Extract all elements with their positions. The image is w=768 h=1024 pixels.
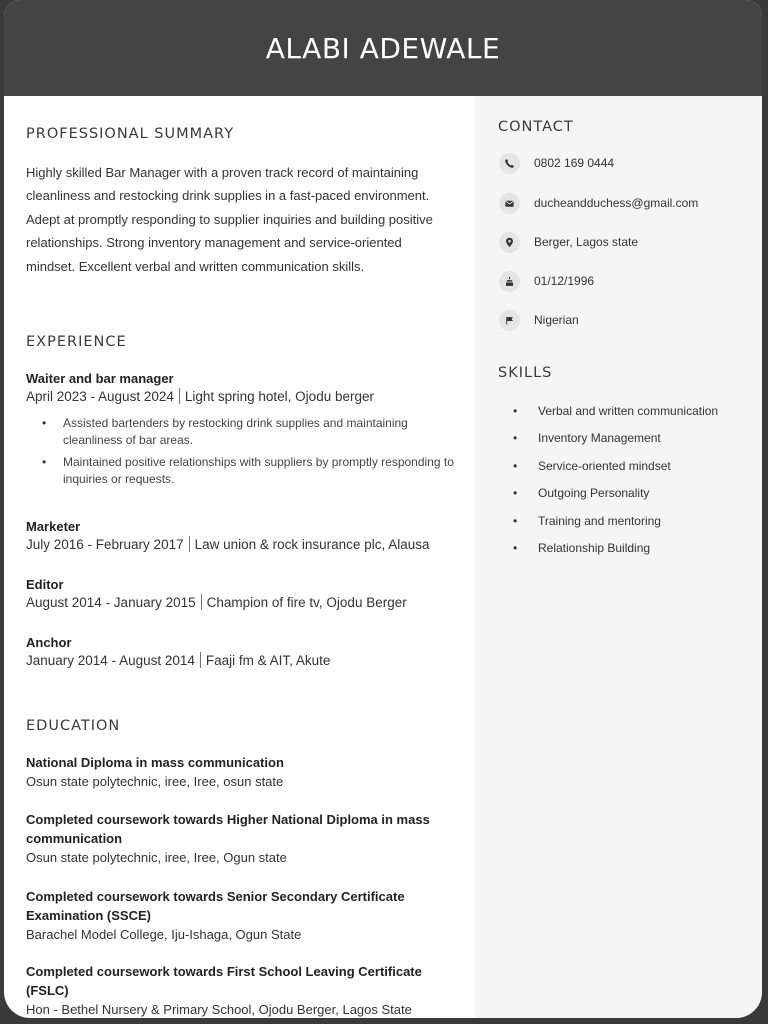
job-employer: Champion of fire tv, Ojodu Berger [206, 595, 407, 610]
phone-icon [499, 153, 520, 174]
contact-email [499, 192, 698, 214]
job-employer: Light spring hotel, Ojodu berger [184, 389, 374, 404]
skill-item: • Relationship Building [513, 535, 718, 562]
education-item [26, 810, 456, 868]
contact-location [499, 231, 638, 253]
summary-heading: PROFESSIONAL SUMMARY [26, 126, 235, 142]
email-icon [499, 193, 520, 214]
contact-phone-text: 0802 169 0444 [534, 156, 615, 170]
contact-nationality-text: Nigerian [534, 313, 579, 327]
education-title: Completed coursework towards Senior Secondary Certificate Examination (SSCE) [26, 889, 405, 923]
summary-text: Highly skilled Bar Manager with a proven track record of maintaining cleanliness and restocking drink supplies in a fast-paced environment. Adept at promptly responding to supplier inquiries and building positive relationships. Strong inventory management and service-oriented mindset. Excellent verbal and written communication skills. [26, 165, 433, 274]
resume-page [4, 0, 762, 1018]
job-title: Marketer [26, 519, 81, 534]
skill-item: • Service-oriented mindset [513, 453, 718, 480]
job-bullet: • Assisted bartenders by restocking drink supplies and maintaining cleanliness of bar areas. [26, 415, 466, 449]
education-item [26, 962, 456, 1018]
job-meta [26, 387, 466, 407]
job-title: Waiter and bar manager [26, 371, 174, 386]
experience-item [26, 576, 466, 613]
job-dates: January 2014 - August 2014 [26, 653, 195, 668]
skill-item: • Verbal and written communication [513, 398, 718, 425]
separator [201, 594, 202, 610]
contact-birthdate [499, 270, 594, 292]
skill-item: • Training and mentoring [513, 508, 718, 535]
separator [200, 652, 201, 668]
job-dates: August 2014 - January 2015 [26, 595, 196, 610]
education-title: Completed coursework towards Higher National Diploma in mass communication [26, 812, 430, 846]
skills-heading: SKILLS [498, 365, 553, 381]
job-employer: Faaji fm & AIT, Akute [205, 653, 331, 668]
job-meta [26, 651, 466, 671]
education-title: Completed coursework towards First School Leaving Certificate (FSLC) [26, 964, 422, 998]
contact-heading: CONTACT [498, 119, 574, 135]
separator [189, 536, 190, 552]
education-school: Barachel Model College, Iju-Ishaga, Ogun State [26, 927, 302, 942]
education-school: Hon - Bethel Nursery & Primary School, Ojodu Berger, Lagos State [26, 1002, 412, 1017]
education-item [26, 887, 456, 945]
job-title: Editor [26, 577, 64, 592]
contact-location-text: Berger, Lagos state [534, 235, 639, 249]
skill-item: • Inventory Management [513, 425, 718, 452]
education-item [26, 753, 456, 792]
job-title: Anchor [26, 635, 72, 650]
education-school: Osun state polytechnic, iree, Iree, osun state [26, 774, 284, 789]
skills-list [513, 398, 718, 562]
job-meta [26, 535, 466, 555]
job-employer: Law union & rock insurance plc, Alausa [194, 537, 430, 552]
experience-item [26, 634, 466, 671]
location-pin-icon [499, 232, 520, 253]
experience-item [26, 370, 466, 493]
experience-item [26, 518, 466, 555]
candidate-name: ALABI ADEWALE [265, 31, 501, 65]
flag-icon [499, 310, 520, 331]
contact-email-text[interactable]: ducheandduchess@gmail.com [534, 196, 699, 210]
experience-heading: EXPERIENCE [26, 334, 127, 350]
job-bullets [26, 415, 466, 488]
birthday-icon [499, 271, 520, 292]
contact-birthdate-text: 01/12/1996 [534, 274, 595, 288]
resume-header [4, 0, 762, 96]
contact-nationality [499, 309, 579, 331]
job-bullet: • Maintained positive relationships with suppliers by promptly responding to inquiries or requests. [26, 454, 466, 488]
contact-phone [499, 152, 614, 174]
separator [179, 388, 180, 404]
education-school: Osun state polytechnic, iree, Iree, Ogun state [26, 850, 287, 865]
education-heading: EDUCATION [26, 718, 121, 734]
job-dates: July 2016 - February 2017 [26, 537, 184, 552]
education-title: National Diploma in mass communication [26, 755, 284, 770]
job-dates: April 2023 - August 2024 [26, 389, 174, 404]
job-meta [26, 593, 466, 613]
sidebar [475, 96, 762, 1018]
skill-item: • Outgoing Personality [513, 480, 718, 507]
